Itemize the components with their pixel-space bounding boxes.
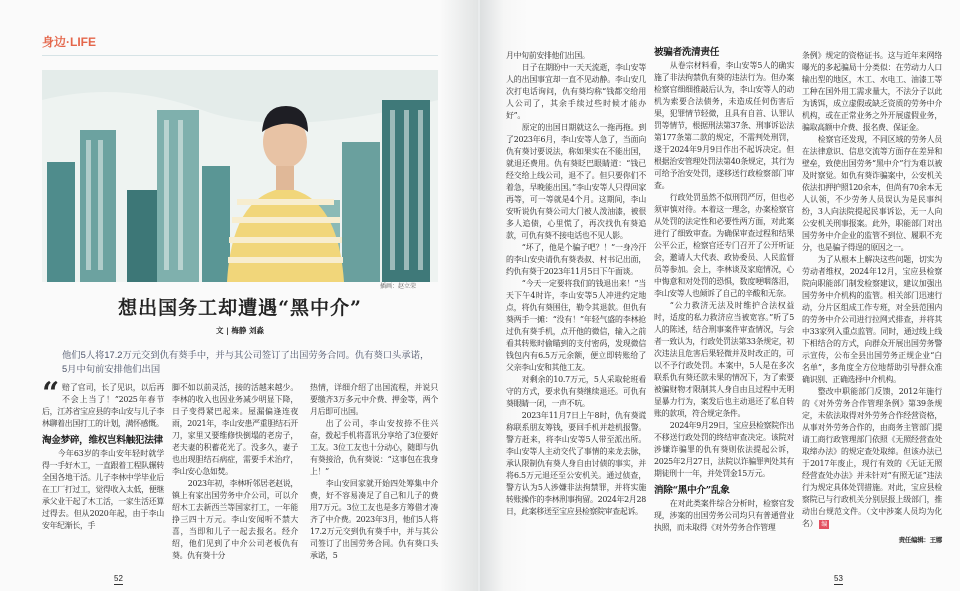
paragraph: 原定的出国日期就这么一拖再拖。到了2023年6月，李山安等人急了，当面向仇有葵讨要说法，称如果实在不能出国，就退还费用。仇有葵眨巴眼睛道：“钱已经交给上线公司，退不了。但只要你们不着急，早晚能出国。”李山安等人只得回家再等，可一等就是4个月。这期间，李山安听说仇有葵公司大门被人泼油漆，被很多人追债，心里慌了，再次找仇有葵追款，可仇有葵不接电话也不见人影。 bbox=[506, 123, 646, 240]
right-column-2 bbox=[654, 46, 794, 534]
subheading: 淘金梦碎，维权岂料触犯法律 bbox=[42, 435, 163, 446]
paragraph: 检察官还发现，不同区域的劳务人员在法律意识、信息交流等方面存在差异和壁垒，致使出国劳务“黑中介”行为难以被及时察觉。如仇有葵诈骗案中，公安机关依法扣押护照120余本，但尚有70余本无人认领，不少劳务人员误认为是民事纠纷，3人向法院提起民事诉讼，无一人向公安机关刑事报案。此外，职能部门对出国劳务中介企业的监管不到位、履职不充分，也是骗子得逞的原因之一。 bbox=[802, 135, 942, 252]
subheading: 被骗者洗清责任 bbox=[654, 47, 720, 58]
paragraph: 2023年初，李林听邻居老赵说，镇上有家出国劳务中介公司，可以介绍木工去新西兰等国家打工，一年能挣三四十万元。李山安闻听不禁大喜，当即和儿子一起去报名。经介绍，他们见到了中介公司老板仇有葵。仇有葵十分 bbox=[172, 479, 298, 560]
paragraph: “今天一定要将我们的钱退出来！”当天下午4时许，李山安等5人冲进约定地点，将仇有葵围住，勒令其退款。但仇有葵两手一摊：“没有！”年轻气盛的李林抢过仇有葵手机，点开他的微信，输入之前看其转账时偷瞄到的支付密码，发现微信钱包内有6.5万元余额，便立即转账给了父亲李山安和其他工友。 bbox=[506, 279, 646, 372]
editor-credit: 责任编辑：王娜 bbox=[898, 537, 942, 544]
paragraph: 脚不如以前灵活，接的活越来越少。李林的收入也因业务减少明显下降，日子变得紧巴起来。屋漏偏逢连夜雨，2021年，李山安患严重胆结石开刀，家里又要维修快倒塌的老房子，老夫妻的积蓄花光了。没多久，妻子也出现胆结石病症，需要手术治疗，李山安心急如焚。 bbox=[172, 383, 298, 476]
article-title: 想出国务工却遭遇“黑中介” bbox=[118, 297, 362, 319]
paragraph: 从卷宗材料看，李山安等5人的确实施了非法拘禁仇有葵的违法行为。但办案检察官细细推敲后认为，李山安等人的动机为索要合法债务，未造成任何伤害后果，犯罪情节轻微，且具有自首、认罪认罚等情节，根据刑法第37条、刑事诉讼法第177条第二款的规定，不需判处刑罚，遂于2024年9月9日作出不起诉决定。但根据治安管理处罚法第40条规定，其行为可给予治安处罚，遂移送行政检察部门审查。 bbox=[654, 61, 794, 190]
paragraph: 日子在期盼中一天天流逝，李山安等人的出国事宜却一直不见动静。李山安几次打电话询问，仇有葵均称“钱都交给用人公司了，其余手续过些时候才能办好”。 bbox=[506, 63, 646, 120]
left-column-2 bbox=[172, 382, 298, 562]
left-column-3 bbox=[310, 382, 438, 562]
section-label: 身边·LIFE bbox=[42, 35, 96, 49]
paragraph: 2024年9月29日，宝应县检察院作出不移送行政处罚的终结审查决定。该院对涉嫌诈骗罪的仇有葵则依法提起公诉，2025年2月27日，法院以诈骗罪判处其有期徒刑十一年，并处罚金15万元。 bbox=[654, 421, 794, 478]
illustration bbox=[42, 70, 438, 282]
page-number: 52 bbox=[114, 574, 123, 583]
right-column-1 bbox=[506, 50, 646, 518]
right-page bbox=[480, 0, 960, 591]
paragraph: 条例》规定的资格证书。这与近年来网络曝光的多起骗局十分类似：在劳动力人口输出型的地区，木工、水电工、油漆工等工种在国外用工需求量大，不法分子以此为诱饵，成立虚假或缺乏资质的劳务中介机构，或在正常业务之外开展虚假业务，骗取高额中介费、报名费、保证金。 bbox=[802, 51, 942, 132]
paragraph: 对剩余的10.7万元，5人采取轮班看守的方式，要求仇有葵继续退还。可仇有葵眼睛一闭，一声不吭。 bbox=[506, 375, 646, 408]
end-mark: 编 bbox=[821, 521, 828, 528]
paragraph: 热情，详细介绍了出国流程，并说只要缴齐3万多元中介费、押金等，两个月后即可出国。 bbox=[310, 383, 438, 416]
left-column-1 bbox=[42, 376, 164, 532]
page-number: 53 bbox=[834, 574, 843, 583]
paragraph: 李山安回家就开始四处筹集中介费，好不容易凑足了自己和儿子的费用7万元。3位工友也是多方筹借才凑齐了中介费。2023年3月，他们5人将17.2万元交到仇有葵手中，并与其公司签订了出国劳务合同。仇有葵口头承诺，5 bbox=[310, 479, 438, 560]
left-page bbox=[0, 0, 478, 591]
lead-paragraph: 他们5人将17.2万元交到仇有葵手中，并与其公司签订了出国劳务合同。仇有葵口头承诺，5月中旬前安排他们出国 bbox=[62, 350, 430, 374]
illustration-credit: 插画：赵立荣 bbox=[380, 284, 417, 290]
paragraph: 行政处罚虽然不似刑罚严厉，但也必须审慎对待。本着这一理念，办案检察官从处罚的法定性和必要性两方面，对此案进行了细致审查。为确保审查过程和结果公平公正，检察官还专门召开了公开听证会，邀请人大代表、政协委员、人民监督员等参加。会上，李林谈及家庭情况，心中悔意和对处罚的恐惧，数度哽咽落泪，李山安等人也倾诉了自己的辛酸和无奈。 bbox=[654, 193, 794, 298]
paragraph: 出了公司，李山安按捺不住兴奋，拨起手机将喜讯分享给了3位要好工友。3位工友也十分动心，随即与仇有葵接洽，仇有葵说：“这事包在我身上！” bbox=[310, 419, 438, 476]
opening-paragraph: 赔了官司，长了见识，以后再不会上当了！”2025年春节后，江苏省宝应县的李山安与儿子李林聊着出国打工的计划，满怀感慨。 bbox=[42, 383, 164, 428]
quote-mark: “ bbox=[42, 376, 59, 411]
paragraph: 在对此类案件综合分析时，检察官发现，涉案的出国劳务公司均只有普通营业执照，而未取得《对外劳务合作管理 bbox=[654, 499, 794, 532]
subheading: 消除“黑中介”乱象 bbox=[654, 485, 730, 496]
paragraph: “公力救济无法及时维护合法权益时，适度的私力救济应当被宽容。”听了5人的陈述，结合刑事案件审查情况，与会者一致认为，行政处罚法第33条规定，初次违法且危害后果轻微并及时改正的，可以不予行政处罚。本案中，5人是在多次联系仇有葵还款未果的情况下，为了索要被骗财物才限制其人身自由且过程中无明显暴力行为，案发后也主动退还了私自转账的款项，符合规定条件。 bbox=[654, 301, 794, 418]
right-column-3 bbox=[802, 50, 942, 545]
paragraph: 2023年11月7日上午8时，仇有葵谎称联系朋友筹钱，要回手机并趁机报警。警方赶来，将李山安等5人带至派出所。李山安等人主动交代了事情的来龙去脉，承认限制仇有葵人身自由讨债的事实，并将6.5万元退还至公安机关。通过侦查，警方认为5人涉嫌非法拘禁罪，并将实施转账操作的李林刑事拘留。2024年2月28日，此案移送至宝应县检察院审查起诉。 bbox=[506, 411, 646, 516]
paragraph: “坏了，他是个骗子吧？！”一身冷汗的李山安央请仇有葵表叔、村书记出面，约仇有葵于2023年11月5日下午面谈。 bbox=[506, 243, 646, 276]
paragraph: 整改中职能部门反馈，2012年施行的《对外劳务合作管理条例》第39条规定，未依法取得对外劳务合作经营资格，从事对外劳务合作的，由商务主管部门提请工商行政管理部门依照《无照经营查处取缔办法》的规定查处取缔。但该办法已于2017年废止，现行有效的《无证无照经营查处办法》并未针对“有照无证”违法行为规定具体处罚措施。对此，宝应县检察院已与行政机关分别层报上级部门，推动出台规范文件。（文中涉案人员均为化名） bbox=[802, 387, 942, 528]
paragraph: 为了从根本上解决这些问题，切实为劳动者维权，2024年12月，宝应县检察院向职能部门制发检察建议，建议加强出国劳务中介机构的监管。相关部门迅速行动，分片区组成工作专班，对全县范围内的劳务中介公司进行拉网式排查，并将其中33家列入重点监管。同时，通过线上线下相结合的方式，向群众开展出国劳务警示宣传，公布全县出国劳务正规企业“白名单”，多角度全方位地帮助引导群众准确识别、正确选择中介机构。 bbox=[802, 255, 942, 384]
paragraph: 今年63岁的李山安年轻时就学得一手好木工，一直跟着工程队辗转全国各地干活。儿子李林中学毕业后在工厂打过工，觉得收入太低，便继承父业干起了木工活，一家生活还算过得去。但从2020年起，由于李山安年纪渐长，手 bbox=[42, 449, 164, 530]
paragraph: 月中旬前安排他们出国。 bbox=[506, 51, 590, 60]
header-divider bbox=[42, 55, 438, 56]
byline: 文 | 梅静 刘淼 bbox=[215, 326, 265, 335]
